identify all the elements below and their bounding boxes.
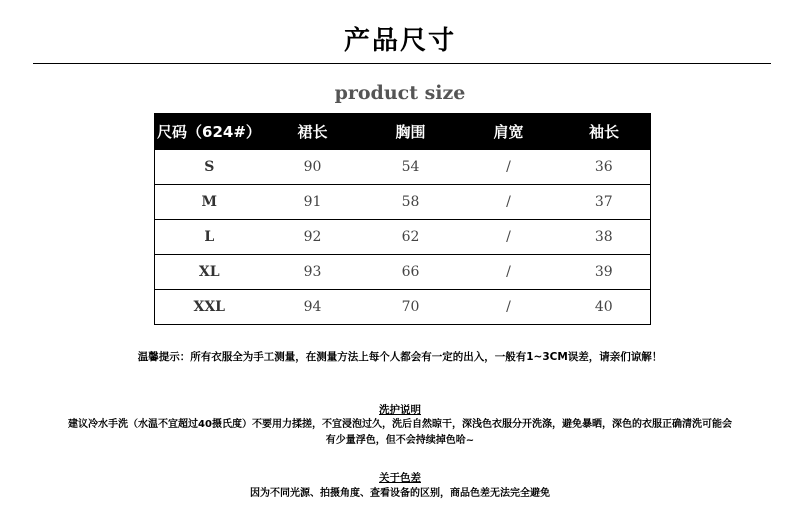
shoulder-cell: / bbox=[460, 255, 558, 290]
shoulder-cell: / bbox=[460, 290, 558, 325]
column-header-bust: 胸围 bbox=[362, 114, 460, 150]
dress-length-cell: 92 bbox=[264, 220, 362, 255]
size-cell: XXL bbox=[155, 290, 264, 325]
column-header-dress-length: 裙长 bbox=[264, 114, 362, 150]
color-difference-body: 因为不同光源、拍摄角度、查看设备的区别，商品色差无法完全避免 bbox=[250, 488, 550, 499]
size-cell: XL bbox=[155, 255, 264, 290]
size-table bbox=[154, 113, 651, 325]
washing-instructions-line-1: 建议冷水手洗（水温不宜超过40摄氏度）不要用力揉搓，不宜浸泡过久，洗后自然晾干，深浅色衣服分开洗涤，避免暴晒，深色的衣服正确清洗可能会 bbox=[68, 419, 732, 430]
sleeve-cell: 36 bbox=[558, 150, 651, 185]
table-row bbox=[155, 185, 651, 220]
dress-length-cell: 91 bbox=[264, 185, 362, 220]
sleeve-cell: 40 bbox=[558, 290, 651, 325]
color-difference-heading: 关于色差 bbox=[379, 472, 421, 484]
column-header-sleeve: 袖长 bbox=[558, 114, 651, 150]
shoulder-cell: / bbox=[460, 185, 558, 220]
washing-instructions-line-2: 有少量浮色，但不会持续掉色哈~ bbox=[325, 435, 475, 446]
size-cell: M bbox=[155, 185, 264, 220]
bust-cell: 66 bbox=[362, 255, 460, 290]
shoulder-cell: / bbox=[460, 220, 558, 255]
size-cell: L bbox=[155, 220, 264, 255]
sleeve-cell: 38 bbox=[558, 220, 651, 255]
column-header-shoulder: 肩宽 bbox=[460, 114, 558, 150]
title-divider bbox=[33, 63, 771, 64]
measurement-note: 温馨提示：所有衣服全为手工测量，在测量方法上每个人都会有一定的出入，一般有1~3CM误差，请亲们谅解！ bbox=[137, 351, 663, 363]
sleeve-cell: 39 bbox=[558, 255, 651, 290]
table-row bbox=[155, 220, 651, 255]
table-row bbox=[155, 255, 651, 290]
washing-heading: 洗护说明 bbox=[379, 404, 421, 416]
shoulder-cell: / bbox=[460, 150, 558, 185]
table-row bbox=[155, 290, 651, 325]
table-header-row bbox=[155, 114, 651, 150]
bust-cell: 62 bbox=[362, 220, 460, 255]
column-header-size: 尺码（624#） bbox=[155, 114, 264, 150]
page-subtitle: product size bbox=[334, 82, 466, 104]
bust-cell: 70 bbox=[362, 290, 460, 325]
page-title: 产品尺寸 bbox=[343, 26, 456, 56]
dress-length-cell: 94 bbox=[264, 290, 362, 325]
table-row bbox=[155, 150, 651, 185]
size-cell: S bbox=[155, 150, 264, 185]
dress-length-cell: 93 bbox=[264, 255, 362, 290]
bust-cell: 54 bbox=[362, 150, 460, 185]
sleeve-cell: 37 bbox=[558, 185, 651, 220]
bust-cell: 58 bbox=[362, 185, 460, 220]
dress-length-cell: 90 bbox=[264, 150, 362, 185]
